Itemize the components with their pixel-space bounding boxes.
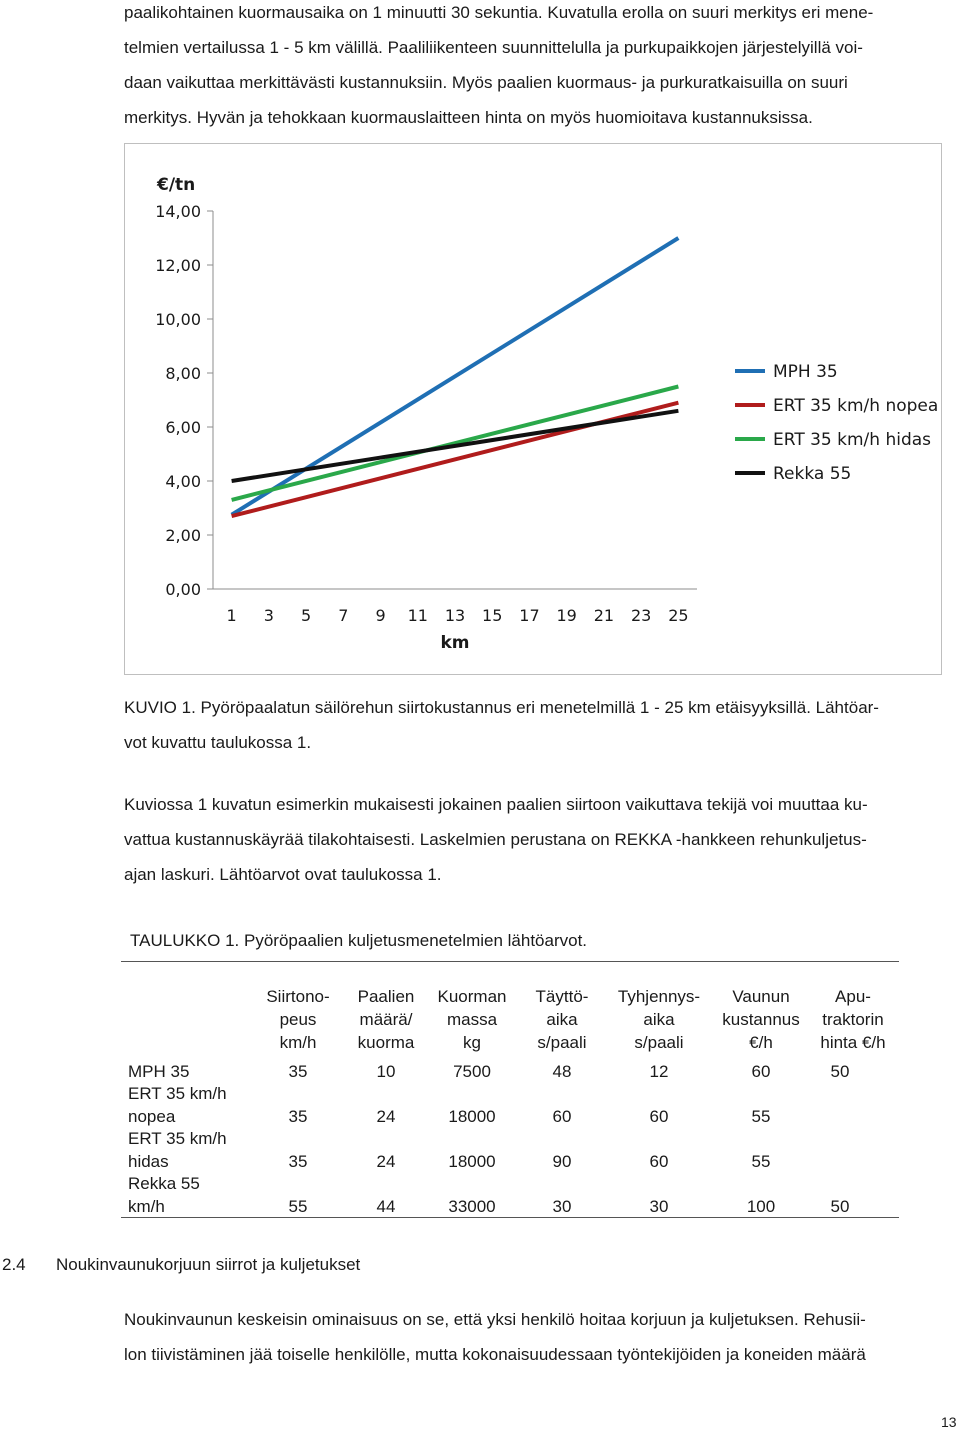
series-line-0 — [232, 238, 679, 515]
text-line: vattua kustannuskäyrää tilakohtaisesti. Laskelmien perustana on REKKA -hankkeen rehunkuljetus- — [124, 830, 867, 849]
row-label: MPH 35 — [128, 1062, 190, 1081]
table-cell: 60 — [649, 1152, 669, 1171]
row-label: nopea — [128, 1107, 176, 1126]
table-cell: 35 — [288, 1152, 308, 1171]
table-cell: 30 — [552, 1197, 572, 1216]
legend-label: Rekka 55 — [773, 464, 852, 484]
x-tick-label: 9 — [375, 606, 386, 625]
col-header-tractor-price: Apu- traktorin hinta €/h — [820, 987, 886, 1052]
y-tick-label: 10,00 — [155, 310, 201, 329]
text-line: merkitys. Hyvän ja tehokkaan kuormauslaitteen hinta on myös huomioitava kustannuksissa. — [124, 108, 813, 127]
row-label: km/h — [128, 1197, 165, 1216]
table-cell: 24 — [376, 1107, 396, 1126]
page-number: 13 — [941, 1414, 957, 1430]
x-tick-label: 23 — [630, 606, 652, 625]
col-header-wagon-cost: Vaunun kustannus €/h — [722, 987, 800, 1052]
legend-label: ERT 35 km/h nopea — [773, 396, 939, 416]
x-tick-label: 13 — [444, 606, 466, 625]
table-bottom-rule — [121, 1217, 899, 1218]
y-tick-label: 0,00 — [165, 580, 201, 599]
x-tick-label: 17 — [519, 606, 540, 625]
series-line-3 — [232, 411, 679, 481]
caption-line: vot kuvattu taulukossa 1. — [124, 733, 312, 752]
row-label: ERT 35 km/h — [128, 1129, 227, 1148]
legend-label: ERT 35 km/h hidas — [773, 430, 932, 450]
section-title: Noukinvaunukorjuun siirrot ja kuljetukset — [56, 1255, 361, 1274]
table-cell: 30 — [649, 1197, 669, 1216]
y-tick-label: 8,00 — [165, 364, 201, 383]
x-tick-label: 5 — [300, 606, 312, 625]
text-line: telmien vertailussa 1 - 5 km välillä. Paaliliikenteen suunnittelulla ja purkupaikkojen järjestelyillä voi- — [124, 38, 863, 57]
table-top-rule — [121, 961, 899, 962]
y-axis-title: €/tn — [157, 175, 196, 195]
x-tick-label: 1 — [226, 606, 237, 625]
table-cell: 90 — [552, 1152, 572, 1171]
text-line: ajan laskuri. Lähtöarvot ovat taulukossa 1. — [124, 865, 442, 884]
figure-caption — [124, 690, 946, 760]
cost-chart — [124, 143, 942, 675]
table-cell: 50 — [830, 1197, 850, 1216]
text-line: lon tiivistäminen jää toiselle henkilölle, mutta kokonaisuudessaan työntekijöiden ja koneiden määrä — [124, 1345, 866, 1364]
y-tick-label: 4,00 — [165, 472, 201, 491]
table-cell: 60 — [751, 1062, 771, 1081]
x-tick-label: 19 — [556, 606, 577, 625]
table-cell: 12 — [649, 1062, 669, 1081]
table-cell: 10 — [376, 1062, 396, 1081]
y-tick-label: 12,00 — [155, 256, 201, 275]
intro-paragraph — [124, 0, 946, 135]
text-line: Kuviossa 1 kuvatun esimerkin mukaisesti jokainen paalien siirtoon vaikuttava tekijä voi muuttaa ku- — [124, 795, 868, 814]
col-header-fill-time: Täyttö- aika s/paali — [535, 987, 589, 1052]
table-cell: 44 — [376, 1197, 396, 1216]
col-header-load-mass: Kuorman massa kg — [437, 987, 507, 1052]
x-tick-label: 15 — [482, 606, 503, 625]
table-cell: 55 — [751, 1152, 771, 1171]
section-number: 2.4 — [2, 1255, 26, 1274]
table-cell: 100 — [746, 1197, 776, 1216]
table-cell: 60 — [552, 1107, 572, 1126]
x-tick-label: 7 — [338, 606, 349, 625]
y-tick-label: 14,00 — [155, 202, 201, 221]
section-paragraph — [124, 1302, 946, 1372]
x-tick-label: 21 — [593, 606, 615, 625]
y-tick-label: 2,00 — [165, 526, 201, 545]
row-label: ERT 35 km/h — [128, 1084, 227, 1103]
y-tick-label: 6,00 — [165, 418, 201, 437]
caption-line: KUVIO 1. Pyöröpaalatun säilörehun siirtokustannus eri menetelmillä 1 - 25 km etäisyyksillä. Lähtöar- — [124, 698, 879, 717]
col-header-empty-time: Tyhjennys- aika s/paali — [617, 987, 701, 1052]
body-paragraph — [124, 787, 946, 892]
table-cell: 35 — [288, 1062, 308, 1081]
table-cell: 7500 — [453, 1062, 491, 1081]
table-cell: 18000 — [448, 1107, 496, 1126]
row-label: Rekka 55 — [128, 1174, 200, 1193]
col-header-bales: Paalien määrä/ kuorma — [357, 987, 415, 1052]
text-line: paalikohtainen kuormausaika on 1 minuutti 30 sekuntia. Kuvatulla erolla on suuri merkitys eri mene- — [124, 3, 874, 22]
chart-svg — [125, 144, 943, 676]
x-tick-label: 11 — [407, 606, 428, 625]
legend-label: MPH 35 — [773, 362, 838, 382]
series-line-2 — [232, 387, 679, 500]
x-tick-label: 3 — [263, 606, 274, 625]
x-tick-label: 25 — [668, 606, 689, 625]
col-header-speed: Siirtono- peus km/h — [266, 987, 330, 1052]
table-cell: 35 — [288, 1107, 308, 1126]
table-cell: 24 — [376, 1152, 396, 1171]
table-cell: 33000 — [448, 1197, 496, 1216]
table-cell: 48 — [552, 1062, 572, 1081]
table-cell: 55 — [288, 1197, 308, 1216]
text-line: daan vaikuttaa merkittävästi kustannuksiin. Myös paalien kuormaus- ja purkuratkaisuilla on suuri — [124, 73, 848, 92]
row-label: hidas — [128, 1152, 169, 1171]
table-cell: 50 — [830, 1062, 850, 1081]
x-axis-title: km — [440, 633, 470, 653]
table-title: TAULUKKO 1. Pyöröpaalien kuljetusmenetelmien lähtöarvot. — [130, 931, 588, 950]
table-cell: 55 — [751, 1107, 771, 1126]
table-cell: 60 — [649, 1107, 669, 1126]
text-line: Noukinvaunun keskeisin ominaisuus on se, että yksi henkilö hoitaa korjuun ja kuljetuksen. Rehusii- — [124, 1310, 866, 1329]
table-cell: 18000 — [448, 1152, 496, 1171]
